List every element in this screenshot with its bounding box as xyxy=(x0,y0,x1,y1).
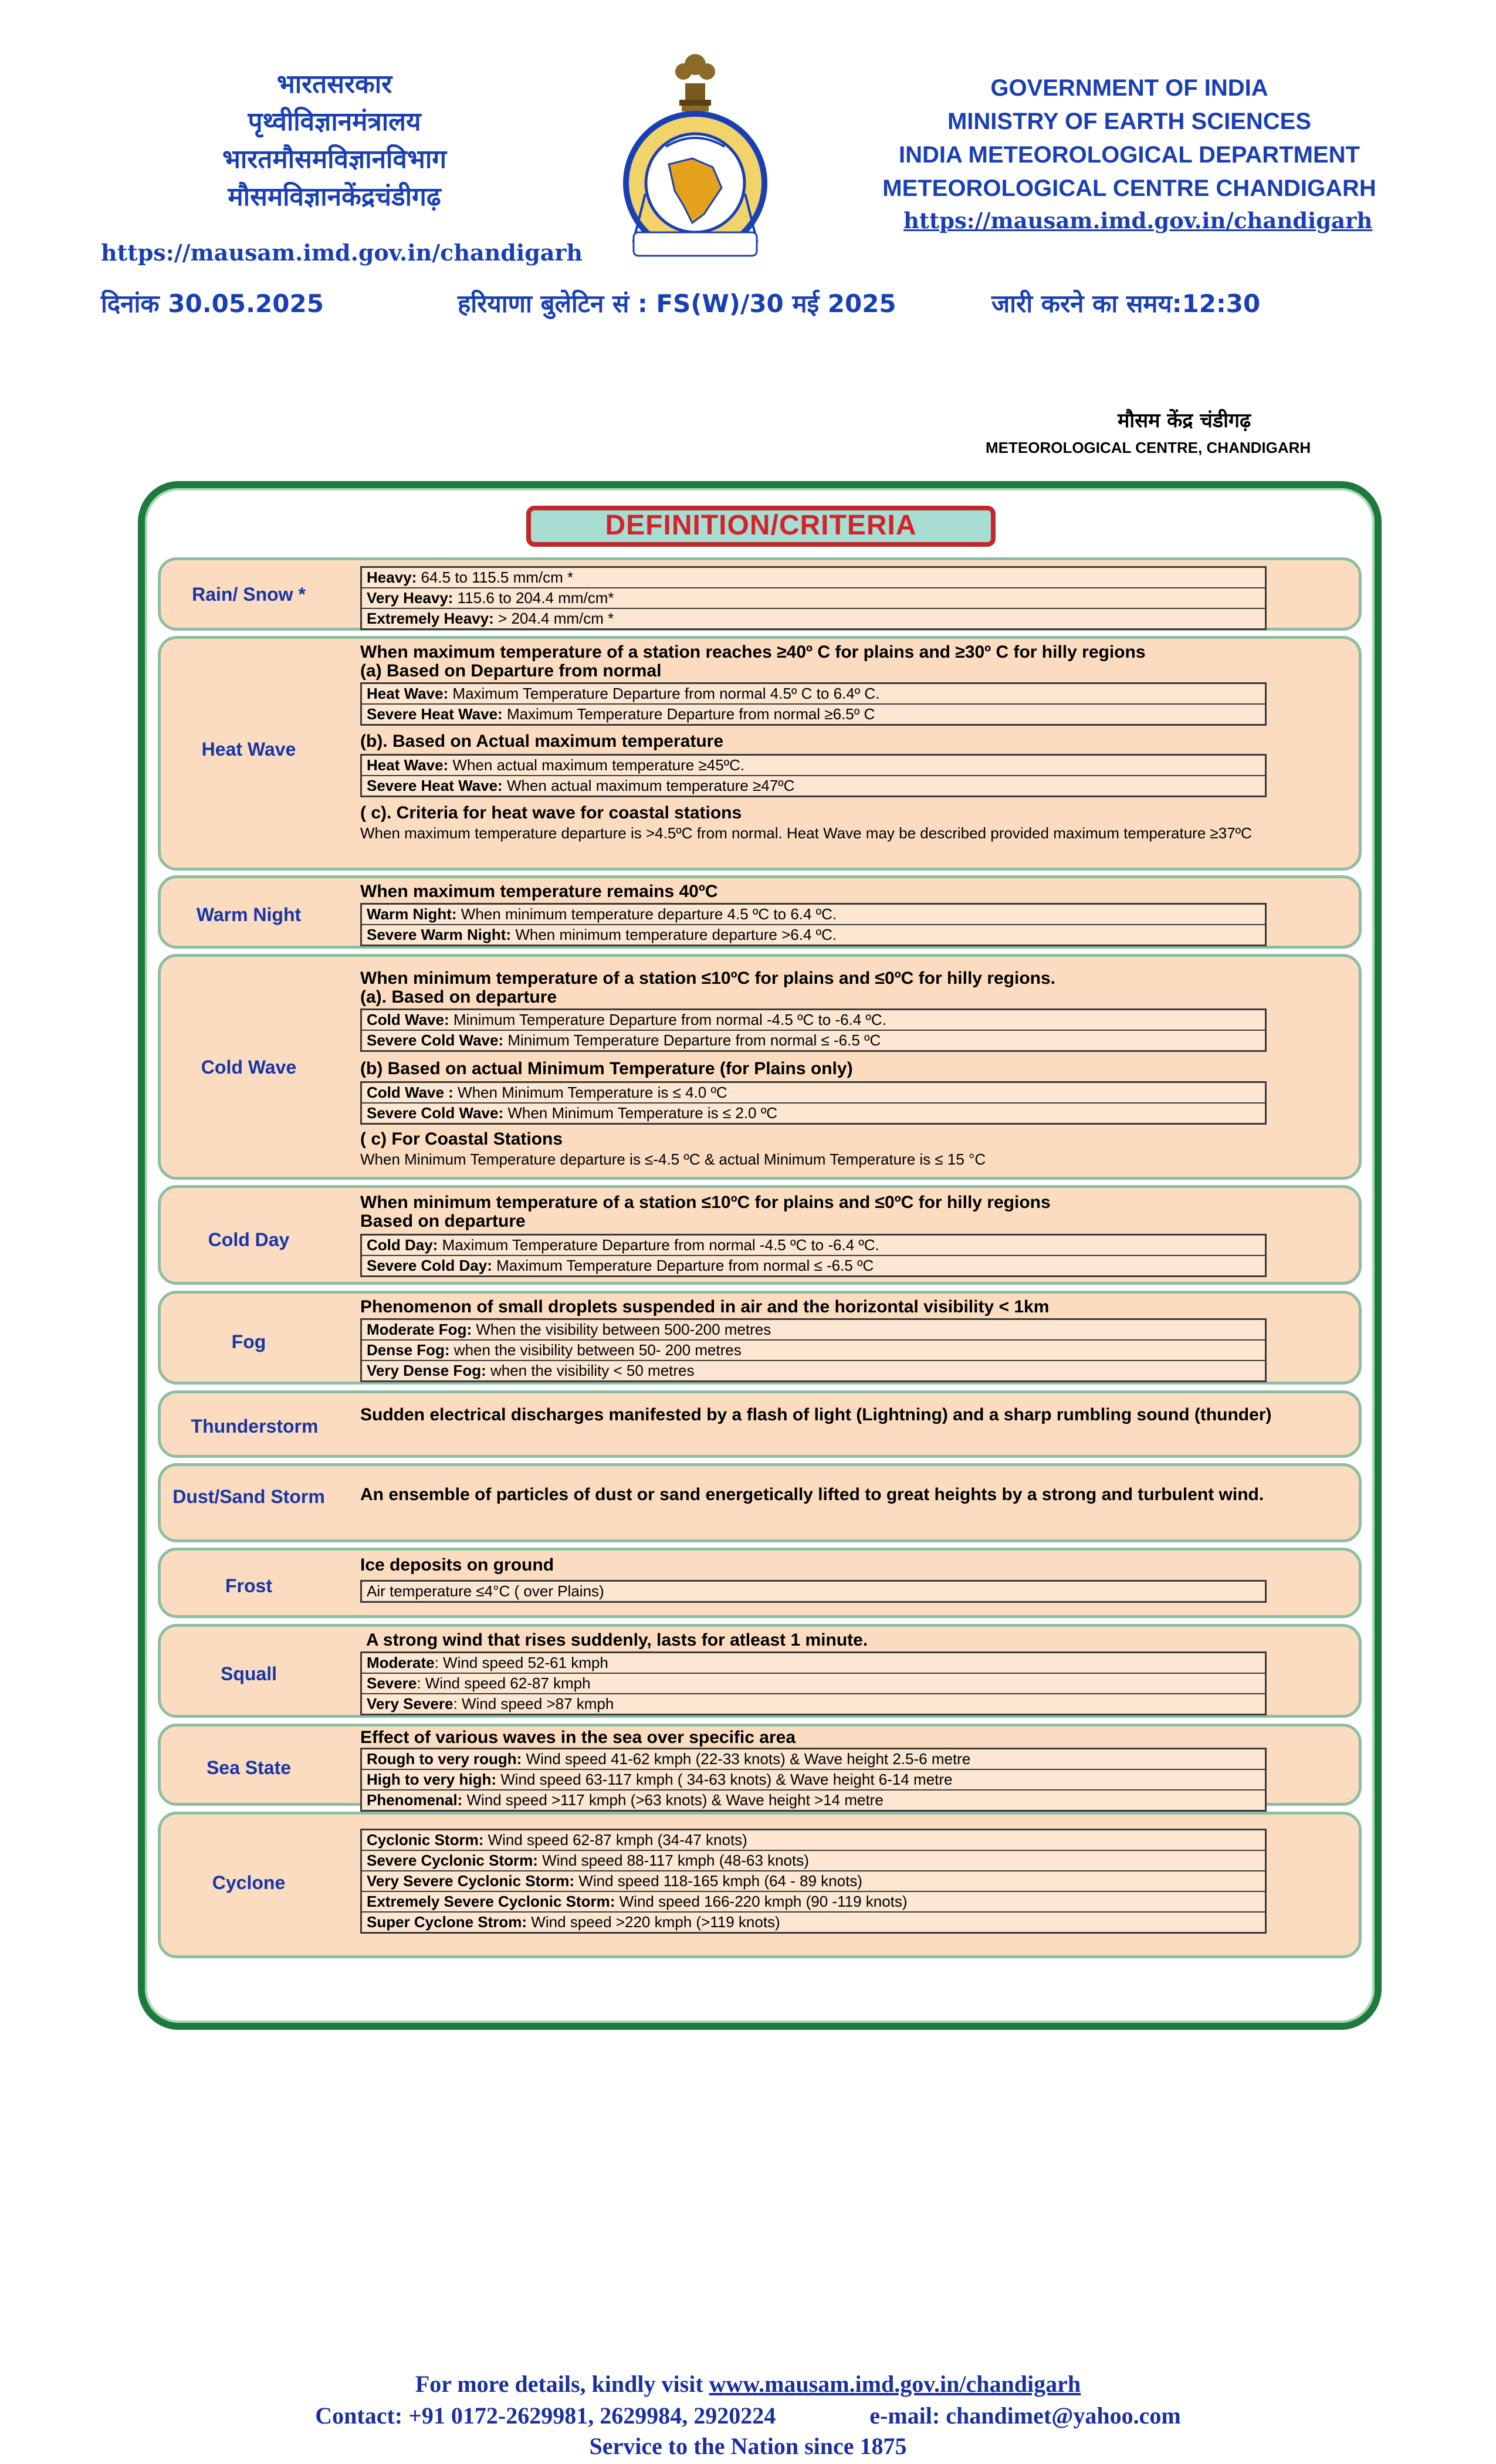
criteria-title: DEFINITION/CRITERIA xyxy=(526,506,996,547)
heat-a-box xyxy=(360,682,1267,726)
english-line-ministry: MINISTRY OF EARTH SCIENCES xyxy=(947,109,1312,134)
heat-c-heading: ( c). Criteria for heat wave for coastal stations xyxy=(360,803,742,823)
heat-c-text: When maximum temperature departure is >4.5ºC from normal. Heat Wave may be described provided maximum temperature ≥37ºC xyxy=(360,824,1252,842)
hindi-line-dept: भारतमौसमविज्ञानविभाग xyxy=(222,144,446,174)
row-rain-snow xyxy=(158,557,1362,631)
fog-dense: Dense Fog: when the visibility between 50- 200 metres xyxy=(362,1341,1265,1361)
sea-phenomenal: Phenomenal: Wind speed >117 kmph (>63 knots) & Wave height >14 metre xyxy=(367,1791,884,1809)
frost-intro: Ice deposits on ground xyxy=(360,1555,554,1575)
centre-name-hindi: मौसम केंद्र चंडीगढ़ xyxy=(1118,409,1251,432)
heat-b-heat-wave: Heat Wave: When actual maximum temperature ≥45ºC. xyxy=(362,756,1265,776)
row-frost xyxy=(158,1548,1362,1618)
squall-intro: A strong wind that rises suddenly, lasts for atleast 1 minute. xyxy=(366,1630,868,1650)
sea-state-intro: Effect of various waves in the sea over specific area xyxy=(360,1728,796,1747)
sea-state-box xyxy=(360,1748,1267,1812)
criteria-panel xyxy=(138,481,1382,2030)
sea-high: High to very high: Wind speed 63-117 kmph ( 34-63 knots) & Wave height 6-14 metre xyxy=(362,1770,1265,1791)
footer-tagline: Service to the Nation since 1875 xyxy=(589,2433,907,2459)
rain-box xyxy=(360,566,1267,630)
cold-wave-a-box xyxy=(360,1008,1267,1052)
cold-wave-intro: When minimum temperature of a station ≤10ºC for plains and ≤0ºC for hilly regions. xyxy=(360,969,1056,988)
label-cold-wave: Cold Wave xyxy=(201,1057,297,1078)
squall-very-severe: Very Severe: Wind speed >87 kmph xyxy=(367,1695,614,1712)
squall-moderate: Moderate: Wind speed 52-61 kmph xyxy=(362,1653,1265,1674)
warm-box xyxy=(360,903,1267,946)
frost-line: Air temperature ≤4°C ( over Plains) xyxy=(367,1582,604,1600)
cyclone-super: Super Cyclone Strom: Wind speed >220 kmph (>119 knots) xyxy=(367,1913,780,1931)
label-dust-storm: Dust/Sand Storm xyxy=(172,1486,325,1507)
cyclone-box xyxy=(360,1829,1267,1934)
label-warm-night: Warm Night xyxy=(196,904,302,925)
hindi-line-gov: भारतसरकार xyxy=(276,69,392,99)
label-heat-wave: Heat Wave xyxy=(201,739,296,760)
row-warm-night xyxy=(158,875,1362,949)
label-sea-state: Sea State xyxy=(206,1757,292,1778)
cold-wave-c-text: When Minimum Temperature departure is ≤-4.5 ºC & actual Minimum Temperature is ≤ 15 °C xyxy=(360,1150,986,1168)
hindi-line-ministry: पृथ्वीविज्ञानमंत्रालय xyxy=(248,107,421,137)
frost-box xyxy=(360,1580,1267,1603)
label-squall: Squall xyxy=(220,1663,277,1684)
bulletin-date: दिनांक 30.05.2025 xyxy=(101,289,324,318)
row-sea-state xyxy=(158,1724,1362,1809)
row-cold-day xyxy=(158,1185,1362,1285)
label-cold-day: Cold Day xyxy=(208,1229,290,1250)
label-cyclone: Cyclone xyxy=(212,1872,286,1893)
heat-b-severe: Severe Heat Wave: When actual maximum temperature ≥47ºC xyxy=(367,777,795,794)
row-dust-storm xyxy=(158,1463,1362,1542)
cyclone-severe: Severe Cyclonic Storm: Wind speed 88-117 kmph (48-63 knots) xyxy=(362,1851,1265,1871)
footer-visit-prefix: For more details, kindly visit xyxy=(415,2371,709,2397)
english-side-url[interactable]: https://mausam.imd.gov.in/chandigarh xyxy=(903,208,1373,233)
cyclone-cyclonic: Cyclonic Storm: Wind speed 62-87 kmph (34-47 knots) xyxy=(362,1830,1265,1851)
english-line-centre: METEOROLOGICAL CENTRE CHANDIGARH xyxy=(882,175,1376,201)
cold-day-intro: When minimum temperature of a station ≤10ºC for plains and ≤0ºC for hilly regions xyxy=(360,1193,1051,1212)
squall-severe: Severe: Wind speed 62-87 kmph xyxy=(362,1674,1265,1694)
warm-night-line: Warm Night: When minimum temperature departure 4.5 ºC to 6.4 ºC. xyxy=(362,905,1265,925)
cold-wave-a-cold: Cold Wave: Minimum Temperature Departure from normal -4.5 ºC to -6.4 ºC. xyxy=(362,1010,1265,1031)
imd-logo-icon xyxy=(610,47,780,270)
cold-wave-a-heading: (a). Based on departure xyxy=(360,987,557,1007)
cold-wave-c-heading: ( c) For Coastal Stations xyxy=(360,1129,563,1149)
footer-visit-line xyxy=(0,2370,1496,2398)
hindi-line-centre: मौसमविज्ञानकेंद्रचंडीगढ़ xyxy=(228,182,441,212)
hindi-side-url[interactable]: https://mausam.imd.gov.in/chandigarh xyxy=(101,239,583,266)
label-rain-snow: Rain/ Snow * xyxy=(192,584,306,605)
national-emblem-icon xyxy=(675,54,715,111)
footer-contact-line xyxy=(0,2402,1496,2429)
row-fog xyxy=(158,1291,1362,1385)
severe-cold-day-line: Severe Cold Day: Maximum Temperature Departure from normal ≤ -6.5 ºC xyxy=(367,1257,874,1274)
row-cold-wave xyxy=(158,954,1362,1180)
hindi-header xyxy=(123,66,546,216)
heat-b-heading: (b). Based on Actual maximum temperature xyxy=(360,732,724,751)
warm-intro: When maximum temperature remains 40ºC xyxy=(360,882,718,901)
heat-a-heading: (a) Based on Departure from normal xyxy=(360,661,662,681)
heat-b-box xyxy=(360,754,1267,797)
english-line-gov: GOVERNMENT OF INDIA xyxy=(990,75,1268,101)
row-heat-wave xyxy=(158,636,1362,871)
rain-extremely-heavy: Extremely Heavy: > 204.4 mm/cm * xyxy=(367,610,614,627)
heat-a-heat-wave: Heat Wave: Maximum Temperature Departure from normal 4.5º C to 6.4º C. xyxy=(362,684,1265,705)
bulletin-number: हरियाणा बुलेटिन सं : FS(W)/30 मई 2025 xyxy=(458,289,896,318)
footer-visit-link[interactable]: www.mausam.imd.gov.in/chandigarh xyxy=(709,2371,1081,2397)
emblem-and-imd-logo xyxy=(610,47,780,270)
cyclone-very-severe: Very Severe Cyclonic Storm: Wind speed 118-165 kmph (64 - 89 knots) xyxy=(362,1871,1265,1892)
severe-warm-night-line: Severe Warm Night: When minimum temperature departure >6.4 ºC. xyxy=(367,926,837,943)
cold-wave-b-box xyxy=(360,1081,1267,1125)
english-header xyxy=(857,72,1402,205)
heat-intro: When maximum temperature of a station reaches ≥40º C for plains and ≥30º C for hilly regions xyxy=(360,642,1146,662)
label-thunderstorm: Thunderstorm xyxy=(191,1416,319,1437)
centre-name-english: METEOROLOGICAL CENTRE, CHANDIGARH xyxy=(986,439,1311,456)
sea-rough: Rough to very rough: Wind speed 41-62 kmph (22-33 knots) & Wave height 2.5-6 metre xyxy=(362,1749,1265,1770)
cold-day-line: Cold Day: Maximum Temperature Departure from normal -4.5 ºC to -6.4 ºC. xyxy=(362,1236,1265,1256)
rain-heavy: Heavy: 64.5 to 115.5 mm/cm * xyxy=(362,568,1265,588)
dust-storm-text: An ensemble of particles of dust or sand energetically lifted to great heights by a strong and turbulent wind. xyxy=(360,1485,1264,1504)
fog-box xyxy=(360,1318,1267,1382)
cold-wave-a-severe: Severe Cold Wave: Minimum Temperature Departure from normal ≤ -6.5 ºC xyxy=(367,1031,881,1049)
cold-wave-b-severe: Severe Cold Wave: When Minimum Temperature is ≤ 2.0 ºC xyxy=(367,1104,778,1122)
cold-wave-b-heading: (b) Based on actual Minimum Temperature (for Plains only) xyxy=(360,1059,853,1078)
label-frost: Frost xyxy=(225,1575,272,1596)
thunderstorm-text: Sudden electrical discharges manifested by a flash of light (Lightning) and a sharp rumbling sound (thunder) xyxy=(360,1405,1272,1424)
english-line-dept: INDIA METEOROLOGICAL DEPARTMENT xyxy=(899,142,1360,168)
fog-intro: Phenomenon of small droplets suspended in air and the horizontal visibility < 1km xyxy=(360,1297,1050,1316)
row-cyclone xyxy=(158,1812,1362,1958)
label-fog: Fog xyxy=(231,1331,266,1352)
fog-very-dense: Very Dense Fog: when the visibility < 50 metres xyxy=(367,1362,695,1379)
row-squall xyxy=(158,1624,1362,1718)
squall-box xyxy=(360,1651,1267,1715)
heat-a-severe: Severe Heat Wave: Maximum Temperature Departure from normal ≥6.5º C xyxy=(367,705,875,723)
footer-email[interactable]: e-mail: chandimet@yahoo.com xyxy=(869,2402,1181,2429)
bulletin-info-row xyxy=(0,282,1496,323)
bulletin-issue-time: जारी करने का समय:12:30 xyxy=(991,289,1261,318)
fog-moderate: Moderate Fog: When the visibility between 500-200 metres xyxy=(362,1320,1265,1341)
cyclone-extremely-severe: Extremely Severe Cyclonic Storm: Wind speed 166-220 kmph (90 -119 knots) xyxy=(362,1892,1265,1913)
rain-very-heavy: Very Heavy: 115.6 to 204.4 mm/cm* xyxy=(362,588,1265,609)
footer-contact: Contact: +91 0172-2629981, 2629984, 2920224 xyxy=(315,2402,776,2429)
row-thunderstorm xyxy=(158,1390,1362,1458)
cold-day-box xyxy=(360,1234,1267,1277)
cold-day-heading: Based on departure xyxy=(360,1211,526,1231)
cold-wave-b-cold: Cold Wave : When Minimum Temperature is ≤ 4.0 ºC xyxy=(362,1083,1265,1104)
